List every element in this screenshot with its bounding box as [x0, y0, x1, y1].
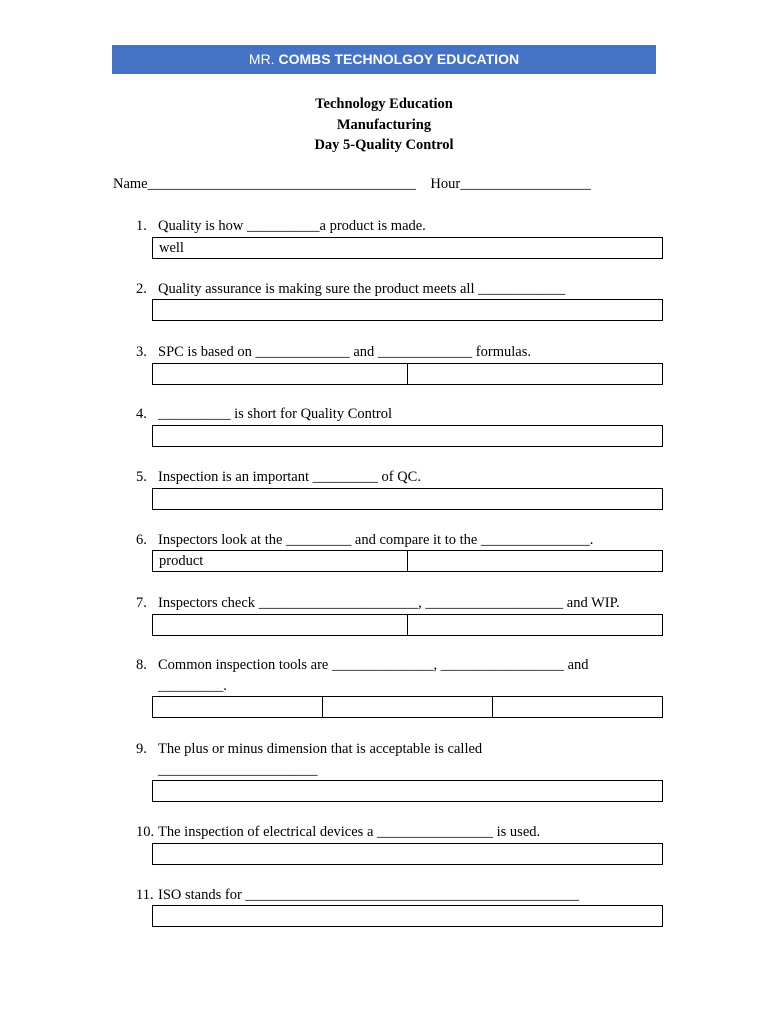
question-number: 3. [136, 344, 147, 360]
question-7 [136, 593, 656, 614]
banner-prefix: MR. [248, 51, 279, 67]
question-8 [136, 655, 656, 697]
question-number: 1. [136, 218, 147, 234]
answer-box [152, 363, 663, 385]
name-label: Name [113, 176, 148, 192]
answer-field[interactable] [153, 426, 662, 446]
question-number: 11. [136, 887, 154, 903]
answer-field[interactable] [153, 615, 407, 635]
question-number: 10. [136, 824, 155, 840]
question-text: __________ is short for Quality Control [158, 406, 393, 422]
answer-box [152, 550, 663, 572]
answer-field[interactable]: well [159, 240, 184, 256]
answer-field[interactable]: product [159, 553, 204, 569]
question-5 [136, 467, 656, 488]
question-3 [136, 342, 656, 363]
answer-box [152, 843, 663, 865]
question-text: SPC is based on _____________ and _____________ formulas. [158, 344, 531, 360]
question-number: 7. [136, 595, 147, 611]
question-text: Common inspection tools are ______________, _________________ and [158, 657, 589, 673]
question-text: Inspection is an important _________ of QC. [158, 469, 421, 485]
answer-field[interactable] [407, 615, 662, 635]
question-number: 4. [136, 406, 147, 422]
answer-field[interactable] [153, 697, 322, 717]
question-text: ______________________ [158, 762, 318, 778]
answer-field[interactable] [407, 364, 662, 384]
question-text: The plus or minus dimension that is acceptable is called [158, 741, 483, 757]
answer-field[interactable] [153, 364, 407, 384]
question-text: Quality assurance is making sure the product meets all ____________ [158, 281, 566, 297]
answer-field[interactable] [492, 697, 662, 717]
answer-field[interactable] [407, 551, 662, 571]
question-4 [136, 404, 656, 425]
question-text: Inspectors look at the _________ and compare it to the _______________. [158, 532, 594, 548]
question-number: 5. [136, 469, 147, 485]
answer-field[interactable] [322, 697, 492, 717]
question-text: The inspection of electrical devices a ________________ is used. [158, 824, 541, 840]
answer-box [152, 614, 663, 636]
hour-blank[interactable]: __________________ [460, 176, 591, 192]
lesson-title: Day 5-Quality Control [314, 137, 454, 153]
answer-box [152, 780, 663, 802]
hour-label: Hour [430, 176, 461, 192]
answer-box [152, 425, 663, 447]
name-hour-line [113, 176, 591, 193]
answer-field[interactable] [153, 781, 662, 801]
question-2 [136, 279, 656, 300]
question-number: 8. [136, 657, 147, 673]
question-text: ISO stands for ______________________________________________ [158, 887, 579, 903]
answer-field[interactable] [153, 489, 662, 509]
question-number: 2. [136, 281, 147, 297]
answer-box [152, 237, 663, 259]
unit-title: Manufacturing [336, 116, 432, 133]
answer-box [152, 905, 663, 927]
question-text: Quality is how __________a product is made. [158, 218, 426, 234]
question-11 [136, 885, 656, 906]
header-banner [112, 45, 656, 74]
question-number: 6. [136, 532, 147, 548]
document-titles [0, 94, 768, 156]
question-10 [136, 822, 656, 843]
answer-field[interactable] [153, 844, 662, 864]
course-title: Technology Education [315, 96, 453, 112]
question-9 [136, 739, 656, 781]
answer-box [152, 488, 663, 510]
question-number: 9. [136, 741, 147, 757]
answer-box [152, 696, 663, 718]
answer-field[interactable] [153, 300, 662, 320]
question-text: Inspectors check ______________________, ___________________ and WIP. [158, 595, 620, 611]
question-6 [136, 530, 656, 551]
name-blank[interactable]: _____________________________________ [147, 176, 416, 192]
answer-box [152, 299, 663, 321]
question-1 [136, 216, 656, 237]
answer-field[interactable] [153, 906, 662, 926]
question-text: _________. [158, 678, 227, 694]
banner-title: COMBS TECHNOLGOY EDUCATION [278, 51, 520, 67]
